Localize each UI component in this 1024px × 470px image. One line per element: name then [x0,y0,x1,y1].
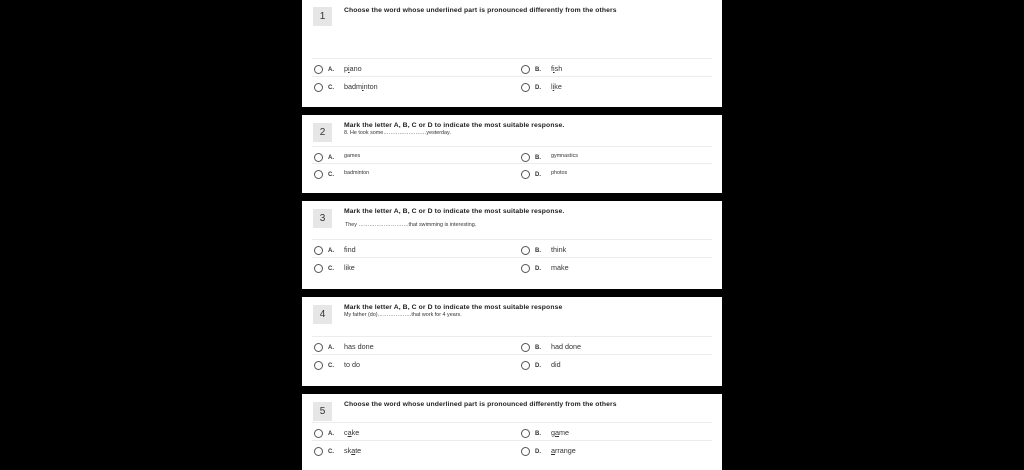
option-text: gymnastics [551,153,578,159]
question-number: 4 [313,305,332,324]
radio-button[interactable] [521,246,530,255]
option-row [312,422,712,440]
question-number: 3 [313,209,332,228]
option-letter: B. [535,66,541,73]
option-letter: C. [328,448,334,455]
option-text: badminton [344,170,370,176]
radio-button[interactable] [314,65,323,74]
question-title: Choose the word whose underlined part is pronounced differently from the others [344,401,617,408]
question-card [302,201,722,289]
option-c[interactable] [314,258,355,276]
question-prompt: My father (do)……………….that work for 4 years. [344,312,462,318]
radio-button[interactable] [521,83,530,92]
option-letter: A. [328,154,334,161]
option-b[interactable] [521,423,569,441]
option-text: piano [344,63,362,73]
question-number: 5 [313,402,332,421]
option-a[interactable] [314,423,359,441]
radio-button[interactable] [314,246,323,255]
radio-button[interactable] [314,429,323,438]
option-b[interactable] [521,59,562,77]
question-title: Mark the letter A, B, C or D to indicate the most suitable response. [344,122,565,129]
option-text: fish [551,63,563,73]
option-row [312,239,712,257]
option-letter: C. [328,84,334,91]
option-text: think [551,244,567,254]
option-row [312,58,712,76]
option-letter: A. [328,344,334,351]
option-text: did [551,359,561,369]
option-text: like [551,81,562,91]
option-b[interactable] [521,240,566,258]
option-c[interactable] [314,355,360,373]
option-row [312,257,712,275]
option-letter: A. [328,430,334,437]
option-row [312,440,712,458]
option-letter: A. [328,66,334,73]
radio-button[interactable] [521,361,530,370]
question-card [302,394,722,470]
option-letter: B. [535,247,541,254]
question-title: Mark the letter A, B, C or D to indicate the most suitable response [344,304,563,311]
radio-button[interactable] [314,343,323,352]
question-card [302,297,722,386]
radio-button[interactable] [314,264,323,273]
option-text: badminton [344,81,378,91]
option-letter: D. [535,84,541,91]
question-title: Choose the word whose underlined part is pronounced differently from the others [344,7,617,14]
option-row [312,76,712,94]
option-d[interactable] [521,355,561,373]
radio-button[interactable] [314,170,323,179]
radio-button[interactable] [521,447,530,456]
radio-button[interactable] [521,170,530,179]
option-row [312,146,712,164]
option-letter: B. [535,154,541,161]
option-d[interactable] [521,258,569,276]
option-row [312,163,712,181]
radio-button[interactable] [314,447,323,456]
option-letter: D. [535,265,541,272]
option-text: make [551,262,569,272]
question-card [302,0,722,107]
question-card [302,115,722,193]
radio-button[interactable] [521,429,530,438]
option-letter: C. [328,265,334,272]
option-text: has done [344,341,374,351]
option-letter: D. [535,362,541,369]
option-a[interactable] [314,59,362,77]
option-letter: D. [535,171,541,178]
option-text: games [344,153,361,159]
radio-button[interactable] [314,361,323,370]
option-letter: B. [535,430,541,437]
question-prompt: 8. He took some……………………yesterday. [344,130,451,136]
option-text: skate [344,445,362,455]
option-c[interactable] [314,164,369,182]
option-text: game [551,427,569,437]
option-d[interactable] [521,441,576,459]
radio-button[interactable] [521,65,530,74]
question-prompt: They ……………………….that swimming is interesting. [345,222,477,228]
radio-button[interactable] [521,343,530,352]
option-letter: D. [535,448,541,455]
option-letter: C. [328,171,334,178]
option-letter: C. [328,362,334,369]
option-text: to do [344,359,360,369]
option-row [312,336,712,354]
radio-button[interactable] [521,264,530,273]
radio-button[interactable] [521,153,530,162]
option-text: find [344,244,356,254]
option-letter: A. [328,247,334,254]
option-text: arrange [551,445,576,455]
question-number: 1 [313,7,332,26]
option-text: had done [551,341,581,351]
option-c[interactable] [314,441,361,459]
radio-button[interactable] [314,153,323,162]
option-c[interactable] [314,77,378,95]
option-d[interactable] [521,164,567,182]
option-letter: B. [535,344,541,351]
option-row [312,354,712,372]
option-text: cake [344,427,360,437]
radio-button[interactable] [314,83,323,92]
option-a[interactable] [314,240,356,258]
question-number: 2 [313,123,332,142]
option-b[interactable] [521,337,581,355]
option-d[interactable] [521,77,562,95]
option-a[interactable] [314,337,374,355]
option-text: photos [551,170,568,176]
question-title: Mark the letter A, B, C or D to indicate the most suitable response. [344,208,565,215]
option-text: like [344,262,355,272]
